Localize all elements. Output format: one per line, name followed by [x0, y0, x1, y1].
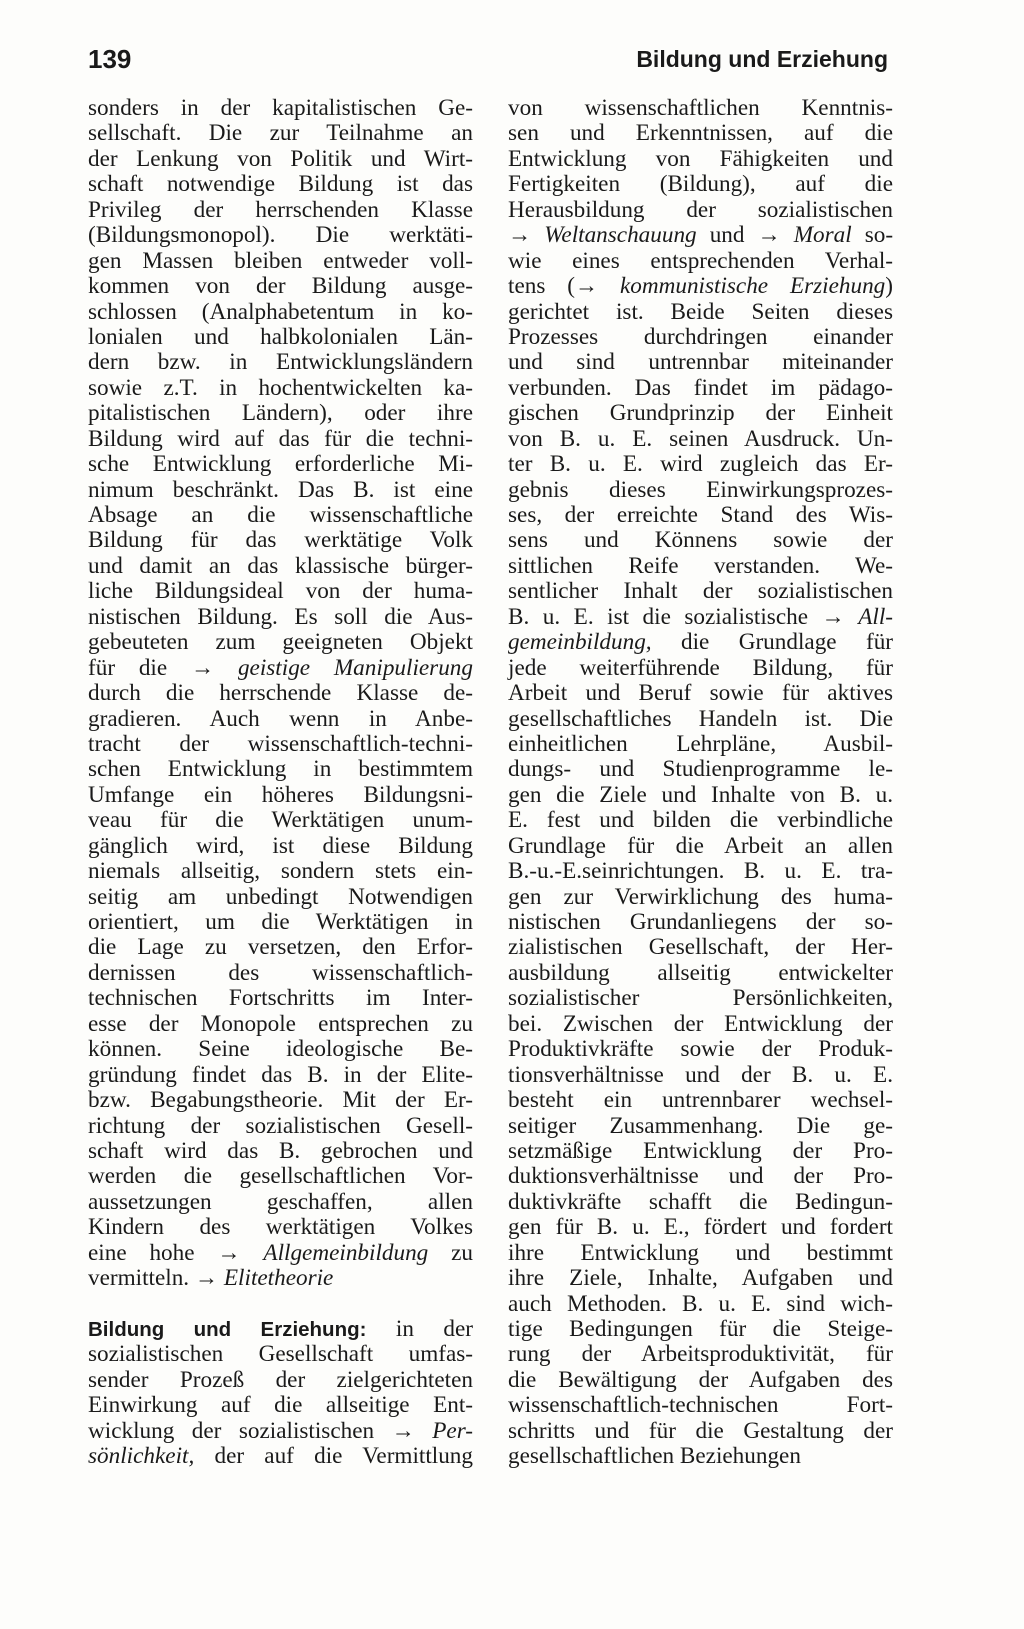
text-line: lonialen und halbkolonialen Län- — [88, 323, 473, 350]
text-line: richtung der sozialistischen Gesell- — [88, 1112, 473, 1139]
text-line: von B. u. E. seinen Ausdruck. Un- — [508, 425, 893, 452]
text-line: gebnis dieses Einwirkungsprozes- — [508, 476, 893, 503]
cross-reference-link[interactable]: Weltanschauung — [544, 222, 697, 249]
text-line: technischen Fortschritts im Inter- — [88, 985, 473, 1012]
right-text-block-c — [508, 656, 893, 1470]
text-line: für die → geistige Manipulierung — [88, 654, 473, 681]
text-line: ses, der erreichte Stand des Wis- — [508, 502, 893, 528]
text-line: sellschaft. Die zur Teilnahme an — [88, 120, 473, 147]
text-line: dungs- und Studienprogramme le- — [508, 756, 893, 783]
text-line: veau für die Werktätigen unum- — [88, 807, 473, 834]
text-line: seitig am unbedingt Notwendigen — [88, 883, 473, 910]
text-line: schritts und für die Gestaltung der — [508, 1417, 893, 1444]
right-column — [508, 96, 893, 1470]
text-line: esse der Monopole entsprechen zu — [88, 1010, 473, 1037]
text-line: Bildung wird auf das für die techni- — [88, 425, 473, 452]
text-line: sowie z.T. in hochentwickelten ka- — [88, 374, 473, 401]
text-line: orientiert, um die Werktätigen in — [88, 909, 473, 935]
text-line: setzmäßige Entwicklung der Pro- — [508, 1137, 893, 1164]
text-line: gemeinbildung, die Grundlage für — [508, 629, 894, 656]
text-line: besteht ein untrennbarer wechsel- — [508, 1087, 893, 1114]
text-line: Entwicklung von Fähigkeiten und — [508, 145, 893, 172]
text-line: gen die Ziele und Inhalte von B. u. — [508, 781, 893, 808]
text-line: liche Bildungsideal von der huma- — [88, 578, 473, 605]
text-line: wissenschaftlich-technischen Fort- — [508, 1392, 893, 1419]
text-line: E. fest und bilden die verbindliche — [508, 807, 893, 834]
text-line: Fertigkeiten (Bildung), auf die — [508, 171, 893, 198]
text-line: sittlichen Reife verstanden. We- — [508, 552, 893, 579]
text-line: nistischen Grundanliegens der so- — [508, 909, 893, 935]
text-line: wicklung der sozialistischen → Per- — [88, 1417, 473, 1444]
text-line: wie eines entsprechenden Verhal- — [508, 247, 893, 274]
cross-reference-link[interactable]: gemeinbildung, — [508, 629, 652, 656]
entry-headword: Bildung und Erziehung: — [88, 1318, 367, 1341]
text-line: Privileg der herrschenden Klasse — [88, 196, 473, 223]
text-line: rung der Arbeitsproduktivität, für — [508, 1341, 893, 1368]
text-line: der Lenkung von Politik und Wirt- — [88, 145, 473, 172]
text-line: dernissen des wissenschaftlich- — [88, 959, 473, 986]
text-line: verbunden. Das findet im pädago- — [508, 374, 893, 401]
text-line: aussetzungen geschaffen, allen — [88, 1188, 473, 1215]
text-line: bzw. Begabungstheorie. Mit der Er- — [88, 1087, 473, 1114]
text-line: B. u. E. ist die sozialistische → All- — [508, 603, 893, 630]
text-line: gischen Grundprinzip der Einheit — [508, 400, 893, 427]
text-line: ter B. u. E. wird zugleich das Er- — [508, 451, 893, 478]
text-line: B.-u.-E.seinrichtungen. B. u. E. tra- — [508, 858, 893, 885]
cross-reference-link[interactable]: Per- — [432, 1417, 473, 1444]
right-text-block-a — [508, 96, 893, 223]
text-line: Arbeit und Beruf sowie für aktives — [508, 680, 893, 707]
text-line: tens (→ kommunistische Erziehung) — [508, 273, 894, 300]
text-line: ihre Ziele, Inhalte, Aufgaben und — [508, 1265, 893, 1292]
cross-reference-link[interactable]: geistige Manipulierung — [237, 654, 473, 681]
left-text-block-b — [88, 681, 473, 1241]
text-line: einheitlichen Lehrpläne, Ausbil- — [508, 730, 893, 757]
text-line: eine hohe → Allgemeinbildung zu — [88, 1239, 474, 1266]
cross-reference-link[interactable]: sönlichkeit, — [88, 1443, 195, 1470]
text-line: werden die gesellschaftlichen Vor- — [88, 1163, 473, 1190]
text-line: Einwirkung auf die allseitige Ent- — [88, 1392, 473, 1419]
text-line: Absage an die wissenschaftliche — [88, 502, 473, 528]
page-header — [88, 44, 888, 84]
text-line: sozialistischer Persönlichkeiten, — [508, 985, 893, 1012]
text-line: pitalistischen Ländern), oder ihre — [88, 400, 473, 427]
text-line: sentlicher Inhalt der sozialistischen — [508, 578, 893, 605]
text-line: kommen von der Bildung ausge- — [88, 273, 473, 300]
text-line: sen und Erkenntnissen, auf die — [508, 120, 893, 147]
cross-reference-link[interactable]: kommunistische Erziehung — [619, 273, 886, 300]
text-line: duktivkräfte schafft die Bedingun- — [508, 1188, 893, 1215]
text-line: nistischen Bildung. Es soll die Aus- — [88, 603, 473, 630]
text-line: Kindern des werktätigen Volkes — [88, 1214, 473, 1241]
text-line: gradieren. Auch wenn in Anbe- — [88, 705, 473, 732]
text-line: bei. Zwischen der Entwicklung der — [508, 1010, 893, 1037]
text-line: die Lage zu versetzen, den Erfor- — [88, 934, 473, 961]
text-line: gen zur Verwirklichung des huma- — [508, 883, 893, 910]
running-head: Bildung und Erziehung — [636, 46, 888, 72]
text-line: Bildung für das werktätige Volk — [88, 527, 473, 554]
text-line: und damit an das klassische bürger- — [88, 552, 473, 579]
right-text-block-b — [508, 300, 893, 605]
text-line: die Bewältigung der Aufgaben des — [508, 1366, 893, 1393]
text-line: gesellschaftliches Handeln ist. Die — [508, 705, 893, 732]
cross-reference-link[interactable]: Allgemeinbildung — [263, 1239, 429, 1266]
text-line: ihre Entwicklung und bestimmt — [508, 1239, 893, 1266]
text-line: können. Seine ideologische Be- — [88, 1036, 473, 1063]
text-line: tige Bedingungen für die Steige- — [508, 1316, 893, 1342]
left-text-block-a — [88, 96, 473, 656]
text-line: sender Prozeß der zielgerichteten — [88, 1366, 473, 1393]
text-line: Prozesses durchdringen einander — [508, 323, 893, 350]
text-line: gen Massen bleiben entweder voll- — [88, 247, 473, 274]
text-line: schaft notwendige Bildung ist das — [88, 171, 473, 198]
text-line: sönlichkeit, der auf die Vermittlung — [88, 1443, 473, 1470]
text-line: vermitteln. → Elitetheorie — [88, 1265, 334, 1292]
text-line: nimum beschränkt. Das B. ist eine — [88, 476, 473, 503]
text-line: Umfange ein höheres Bildungsni- — [88, 781, 473, 808]
text-line: duktionsverhältnisse und der Pro- — [508, 1163, 893, 1190]
text-line: und sind untrennbar miteinander — [508, 349, 893, 376]
text-line: tionsverhältnisse und der B. u. E. — [508, 1061, 893, 1088]
text-line: jede weiterführende Bildung, für — [508, 654, 893, 681]
left-text-block-c — [88, 1342, 473, 1418]
text-line: ausbildung allseitig entwickelter — [508, 959, 893, 986]
text-line: sozialistischen Gesellschaft umfas- — [88, 1341, 473, 1368]
text-line: auch Methoden. B. u. E. sind wich- — [508, 1290, 893, 1317]
text-line: Produktivkräfte sowie der Produk- — [508, 1036, 893, 1063]
left-column — [88, 96, 473, 1470]
text-line: gerichtet ist. Beide Seiten dieses — [508, 298, 893, 325]
text-line: sonders in der kapitalistischen Ge- — [88, 95, 473, 121]
text-line: dern bzw. in Entwicklungsländern — [88, 349, 473, 376]
text-line: gründung findet das B. in der Elite- — [88, 1061, 473, 1088]
paragraph-gap — [88, 1292, 473, 1317]
text-line: durch die herrschende Klasse de- — [88, 680, 473, 707]
text-line: gen für B. u. E., fördert und fordert — [508, 1214, 893, 1241]
text-line: schaft wird das B. gebrochen und — [88, 1137, 473, 1164]
text-line: seitiger Zusammenhang. Die ge- — [508, 1112, 893, 1139]
cross-reference-link[interactable]: Elitetheorie — [223, 1265, 334, 1292]
text-line: sche Entwicklung erforderliche Mi- — [88, 451, 473, 478]
text-line: Grundlage für die Arbeit an allen — [508, 832, 893, 859]
text-line: sens und Könnens sowie der — [508, 527, 893, 554]
text-line: gebeuteten zum geeigneten Objekt — [88, 629, 473, 656]
page-number: 139 — [88, 44, 132, 74]
text-line: von wissenschaftlichen Kenntnis- — [508, 95, 893, 121]
entry-heading-line: Bildung und Erziehung: in der — [88, 1316, 473, 1342]
text-line: → Weltanschauung und → Moral so- — [508, 222, 894, 249]
text-line: (Bildungsmonopol). Die werktäti- — [88, 222, 473, 249]
text-line: niemals allseitig, sondern stets ein- — [88, 858, 473, 885]
text-line: zialistischen Gesellschaft, der Her- — [508, 934, 893, 961]
text-line: tracht der wissenschaftlich-techni- — [88, 730, 473, 757]
text-line: gesellschaftlichen Beziehungen — [508, 1443, 801, 1470]
cross-reference-link[interactable]: Moral — [793, 222, 852, 249]
cross-reference-link[interactable]: All- — [858, 603, 893, 630]
text-line: schlossen (Analphabetentum in ko- — [88, 298, 473, 325]
text-line: Herausbildung der sozialistischen — [508, 196, 893, 223]
text-line: gänglich wird, ist diese Bildung — [88, 832, 473, 859]
text-line: schen Entwicklung in bestimmtem — [88, 756, 473, 783]
